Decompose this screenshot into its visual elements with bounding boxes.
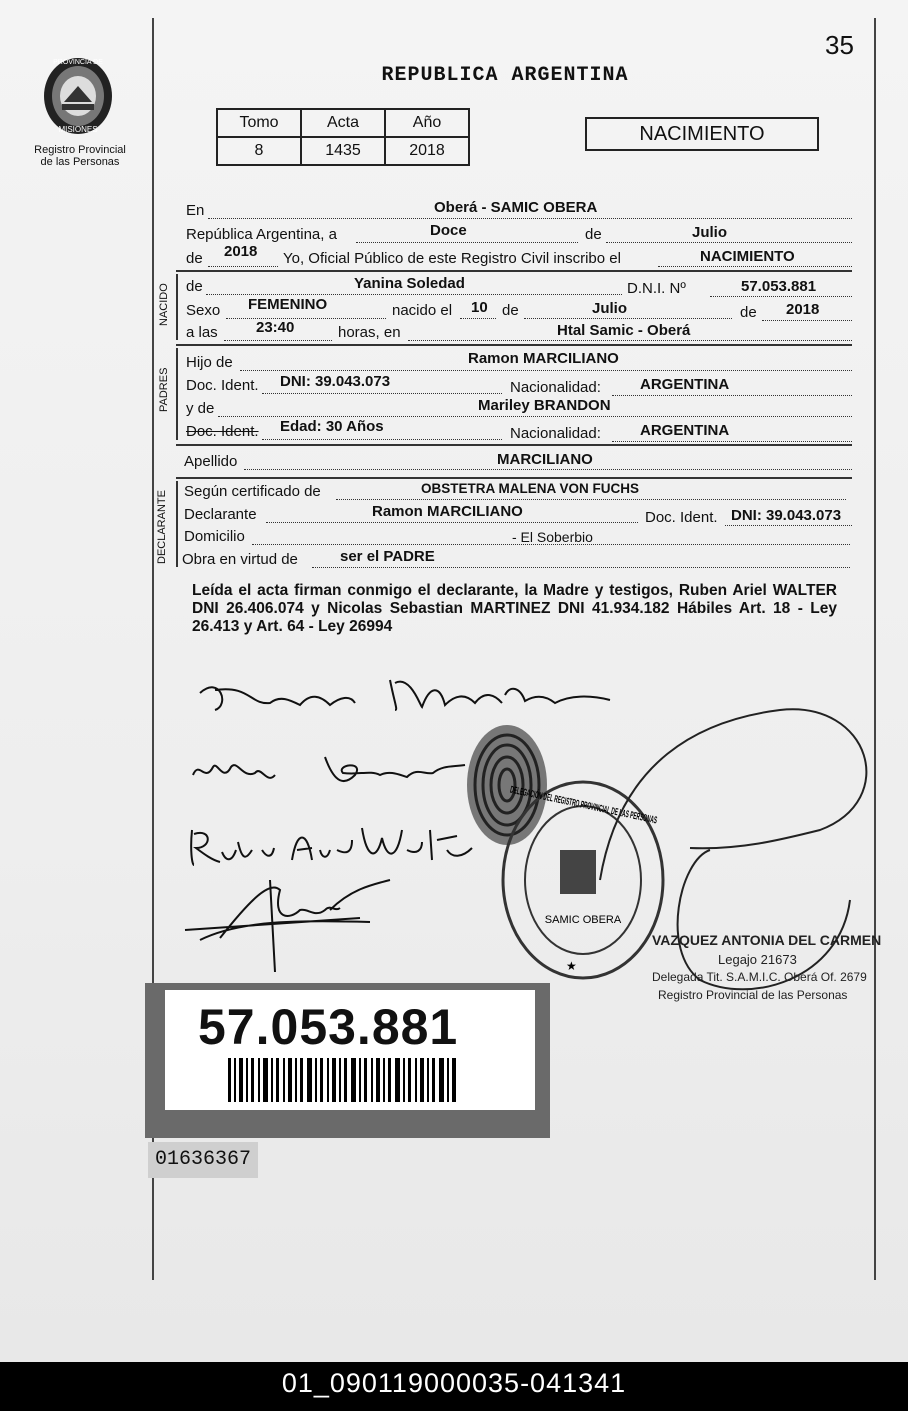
acta-header-tomo: Tomo xyxy=(217,109,301,137)
declarante-l2-label-a: Declarante xyxy=(184,506,257,523)
nacido-l3-label-a: a las xyxy=(186,324,218,341)
acta-table xyxy=(216,108,470,166)
section-separator xyxy=(176,344,852,346)
nacido-dni-value: 57.053.881 xyxy=(741,278,817,295)
declarante-reason-value: ser el PADRE xyxy=(340,548,435,565)
serial-number-label: 01636367 xyxy=(148,1142,258,1178)
padres-mother-nationality-value: ARGENTINA xyxy=(640,422,730,439)
declarante-l3-label: Domicilio xyxy=(184,528,245,545)
nacido-l2-label-d: de xyxy=(740,304,757,321)
barcode-icon xyxy=(228,1058,458,1102)
acta-header-acta: Acta xyxy=(301,109,385,137)
padres-father-value: Ramon MARCILIANO xyxy=(468,350,619,367)
lugar-l2-label-a: República Argentina, a xyxy=(186,226,337,243)
padres-father-doc-value: DNI: 39.043.073 xyxy=(280,373,391,390)
document-title: REPUBLICA ARGENTINA xyxy=(381,64,629,87)
nacido-l2-label-b: nacido el xyxy=(392,302,453,319)
nacido-month-value: Julio xyxy=(592,300,628,317)
logo-text-bottom: MISIONES xyxy=(58,125,98,134)
right-margin-line xyxy=(874,18,876,1280)
section-vertical-rule xyxy=(176,274,178,340)
padres-mother-doc-value: Edad: 30 Años xyxy=(280,418,384,435)
page-number: 35 xyxy=(825,30,854,60)
declarante-l1-label: Según certificado de xyxy=(184,483,321,500)
notary-role: Delegada Tit. S.A.M.I.C. Oberá Of. 2679 xyxy=(652,970,867,984)
dotted-line xyxy=(524,304,732,319)
lugar-day-value: Doce xyxy=(430,222,467,239)
scan-footer-id: 01_090119000035-041341 xyxy=(0,1362,908,1411)
section-vertical-rule xyxy=(176,348,178,440)
signature-witness-scribble xyxy=(180,860,400,980)
record-type-box: NACIMIENTO xyxy=(585,117,819,151)
padres-l4-label-b: Nacionalidad: xyxy=(510,425,601,442)
signature-mariley xyxy=(185,745,475,795)
acta-value-tomo: 8 xyxy=(217,137,301,165)
section-vertical-rule xyxy=(176,481,178,567)
apellido-value: MARCILIANO xyxy=(497,451,593,468)
nacido-l1-label-a: de xyxy=(186,278,203,295)
declarante-l4-label: Obra en virtud de xyxy=(182,551,298,568)
padres-l4-label-a: Doc. Ident. xyxy=(186,423,259,440)
apellido-label: Apellido xyxy=(184,453,238,470)
nacido-l3-label-b: horas, en xyxy=(338,324,401,341)
nacido-l2-label-a: Sexo xyxy=(186,302,221,319)
org-line-1: Registro Provincial xyxy=(34,144,126,156)
declarante-doc-value: DNI: 39.043.073 xyxy=(731,507,842,524)
dotted-line xyxy=(606,228,852,243)
acta-value-acta: 1435 xyxy=(301,137,385,165)
nacido-sex-value: FEMENINO xyxy=(248,296,328,313)
declarante-l2-label-b: Doc. Ident. xyxy=(645,509,718,526)
lugar-place-value: Oberá - SAMIC OBERA xyxy=(434,199,598,216)
acta-value-anio: 2018 xyxy=(385,137,469,165)
signature-ramon xyxy=(190,665,630,725)
padres-mother-value: Mariley BRANDON xyxy=(478,397,611,414)
acta-header-anio: Año xyxy=(385,109,469,137)
notary-name: VAZQUEZ ANTONIA DEL CARMEN xyxy=(652,932,882,948)
seal-center-text: SAMIC OBERA xyxy=(544,914,622,926)
logo-text-top: PROVINCIA DE xyxy=(53,59,103,66)
section-separator xyxy=(176,270,852,272)
padres-l1-label: Hijo de xyxy=(186,354,233,371)
nacido-l2-label-c: de xyxy=(502,302,519,319)
seal-star-icon: ★ xyxy=(566,959,577,973)
lugar-l3-label-b: Yo, Oficial Público de este Registro Civil inscribo el xyxy=(283,250,621,267)
nacido-place-value: Htal Samic - Oberá xyxy=(557,322,691,339)
notary-org: Registro Provincial de las Personas xyxy=(658,988,848,1002)
declarante-certificate-value: OBSTETRA MALENA VON FUCHS xyxy=(421,481,639,496)
padres-l2-label-b: Nacionalidad: xyxy=(510,379,601,396)
section-label-padres: PADRES xyxy=(158,367,170,412)
seal-ring-text: DELEGACIÓN DEL REGISTRO PROVINCIAL DE LAS PERSONAS xyxy=(509,784,812,860)
section-separator xyxy=(176,444,852,446)
nacido-time-value: 23:40 xyxy=(256,319,295,336)
closing-statement: Leída el acta firman conmigo el declarante, la Madre y testigos, Ruben Ariel WALTER DNI 26.406.074 y Nicolas Sebastian MARTINEZ DNI 41.934.182 Hábiles Art. 18 - Ley 26.413 y Art. 64 - Ley 26994 xyxy=(192,582,837,635)
dotted-line xyxy=(356,228,578,243)
lugar-month-value: Julio xyxy=(692,224,728,241)
section-label-declarante: DECLARANTE xyxy=(156,490,168,564)
barcode-number: 57.053.881 xyxy=(198,999,459,1055)
province-coat-of-arms-logo xyxy=(38,52,118,142)
org-line-2: de las Personas xyxy=(40,156,120,168)
organization-name xyxy=(20,144,140,168)
padres-l2-label-a: Doc. Ident. xyxy=(186,377,259,394)
section-label-nacido: NACIDO xyxy=(158,283,170,326)
padres-l3-label: y de xyxy=(186,400,215,417)
lugar-year-value: 2018 xyxy=(224,243,258,260)
nacido-year-value: 2018 xyxy=(786,301,820,318)
lugar-l3-label-a: de xyxy=(186,250,203,267)
lugar-l2-label-b: de xyxy=(585,226,602,243)
lugar-type-value: NACIMIENTO xyxy=(700,248,795,265)
declarante-address-value: - El Soberbio xyxy=(512,529,593,545)
notary-legajo: Legajo 21673 xyxy=(718,952,797,967)
declarante-name-value: Ramon MARCILIANO xyxy=(372,503,523,520)
nacido-name-value: Yanina Soledad xyxy=(354,275,465,292)
nacido-l1-label-b: D.N.I. Nº xyxy=(627,280,686,297)
padres-father-nationality-value: ARGENTINA xyxy=(640,376,730,393)
lugar-l1-label: En xyxy=(186,202,205,219)
section-separator xyxy=(176,477,852,479)
nacido-day-value: 10 xyxy=(471,299,488,316)
